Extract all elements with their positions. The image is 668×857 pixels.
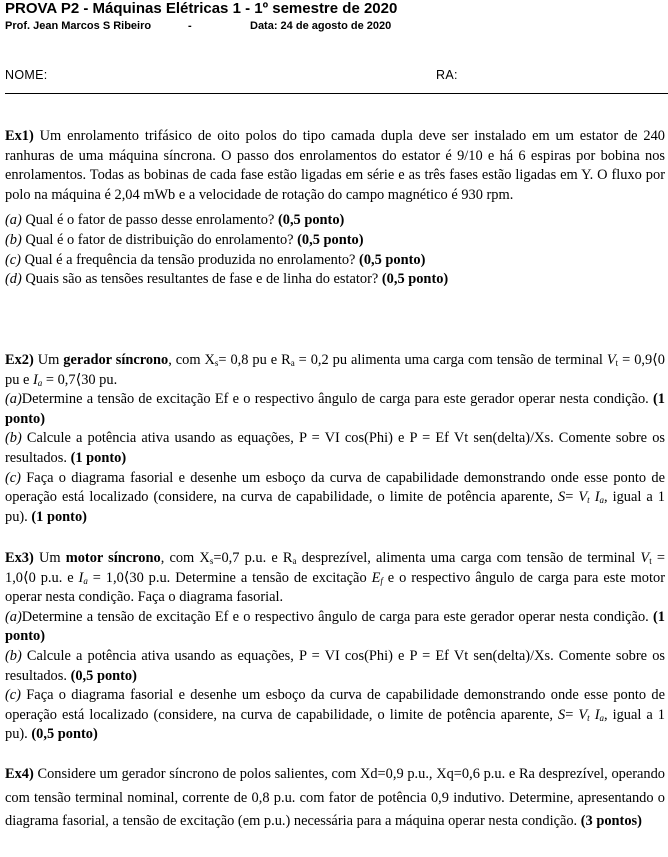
- exercise-3-statement: Ex3) Um motor síncrono, com $X_s=0,7$ p.u. e $R_a$ desprezível, alimenta uma carga com tensão de terminal $V_t$ = 1,0⟨0 p.u. e $I_a$ = 1,0⟨30 p.u. Determine a tensão de excitação $E_f$ e o respectivo ângulo de carga para este motor operar nesta condição. Faça o diagrama fasorial.: [5, 550, 666, 606]
- exercise-3-item-a: (a)Determine a tensão de excitação Ef e o respectivo ângulo de carga para este gerador operar nesta condição. (1 ponto): [5, 608, 665, 645]
- ra-field-label: RA:: [436, 68, 458, 82]
- exercise-3-item-b: (b) Calcule a potência ativa usando as equações, P = VI cos(Phi) e P = Ef Vt sen(delta)/Xs. Comente sobre os resultados. (0,5 ponto): [5, 647, 665, 684]
- exercise-2-label: Ex2): [5, 352, 34, 368]
- subtitle-separator: -: [188, 20, 192, 32]
- exam-title: PROVA P2 - Máquinas Elétricas 1 - 1º semestre de 2020: [5, 0, 398, 17]
- exercise-3-label: Ex3): [5, 550, 34, 566]
- exercise-1-statement: Ex1) Um enrolamento trifásico de oito polos do tipo camada dupla deve ser instalado em um estator de 240 ranhuras de uma máquina síncrona. O passo dos enrolamentos do estator é 9/10 e há 6 espiras por bobina nos enrolamentos. Todas as bobinas de cada fase estão ligadas em série e as três fases estão ligadas em Y. O fluxo por polo na máquina é 2,04 mWb e a velocidade de rotação do campo magnético é 930 rpm.: [5, 128, 665, 203]
- exercise-1: [5, 127, 665, 290]
- header-divider: [5, 93, 668, 94]
- exercise-2: [5, 351, 665, 527]
- exercise-1-label: Ex1): [5, 128, 34, 144]
- exercise-4-label: Ex4): [5, 766, 34, 782]
- exercise-2-statement: Ex2) Um gerador síncrono, com $X_s= 0,8$ pu e $R_a = 0,2$ pu alimenta uma carga com tensão de terminal $V_t$ = 0,9⟨0 pu e $I_a$ = 0,7⟨30 pu.: [5, 352, 665, 388]
- exercise-1-item-c: (c) Qual é a frequência da tensão produzida no enrolamento? (0,5 ponto): [5, 251, 426, 268]
- exam-date: Data: 24 de agosto de 2020: [250, 20, 392, 32]
- exercise-4-statement: Ex4) Considere um gerador síncrono de polos salientes, com Xd=0,9 p.u., Xq=0,6 p.u. e Ra desprezível, operando com tensão terminal nominal, corrente de 0,8 p.u. com fator de potência 0,9 indutivo. Determine, apresentando o diagrama fasorial, a tensão de excitação (em p.u.) necessária para a máquina operar nesta condição. (3 pontos): [5, 766, 665, 829]
- exercise-4: [5, 763, 665, 834]
- exercise-2-item-c: (c) Faça o diagrama fasorial e desenhe um esboço da curva de capabilidade demonstrando onde esse ponto de operação está localizado (considere, na curva de capabilidade, o limite de potência aparente, $S= V_t$ $I_a$, igual a 1 pu). (1 ponto): [5, 469, 665, 525]
- exam-subtitle: [5, 20, 392, 32]
- exercise-2-item-a: (a)Determine a tensão de excitação Ef e o respectivo ângulo de carga para este gerador operar nesta condição. (1 ponto): [5, 391, 665, 427]
- exercise-1-item-a: (a) Qual é o fator de passo desse enrolamento? (0,5 ponto): [5, 212, 345, 229]
- exercise-2-item-b: (b) Calcule a potência ativa usando as equações, P = VI cos(Phi) e P = Ef Vt sen(delta)/Xs. Comente sobre os resultados. (1 ponto): [5, 430, 665, 466]
- exercise-1-item-b: (b) Qual é o fator de distribuição do enrolamento? (0,5 ponto): [5, 231, 364, 248]
- professor-name: Prof. Jean Marcos S Ribeiro: [5, 20, 152, 32]
- exercise-1-item-d: (d) Quais são as tensões resultantes de fase e de linha do estator? (0,5 ponto): [5, 271, 449, 288]
- name-field-label: NOME:: [5, 68, 48, 82]
- exercise-3-item-c: (c) Faça o diagrama fasorial e desenhe um esboço da curva de capabilidade demonstrando onde esse ponto de operação está localizado (considere, na curva de capabilidade, o limite de potência aparente, $S= V_t$ $I_a$, igual a 1 pu). (0,5 ponto): [5, 687, 665, 743]
- exercise-3: [5, 549, 665, 745]
